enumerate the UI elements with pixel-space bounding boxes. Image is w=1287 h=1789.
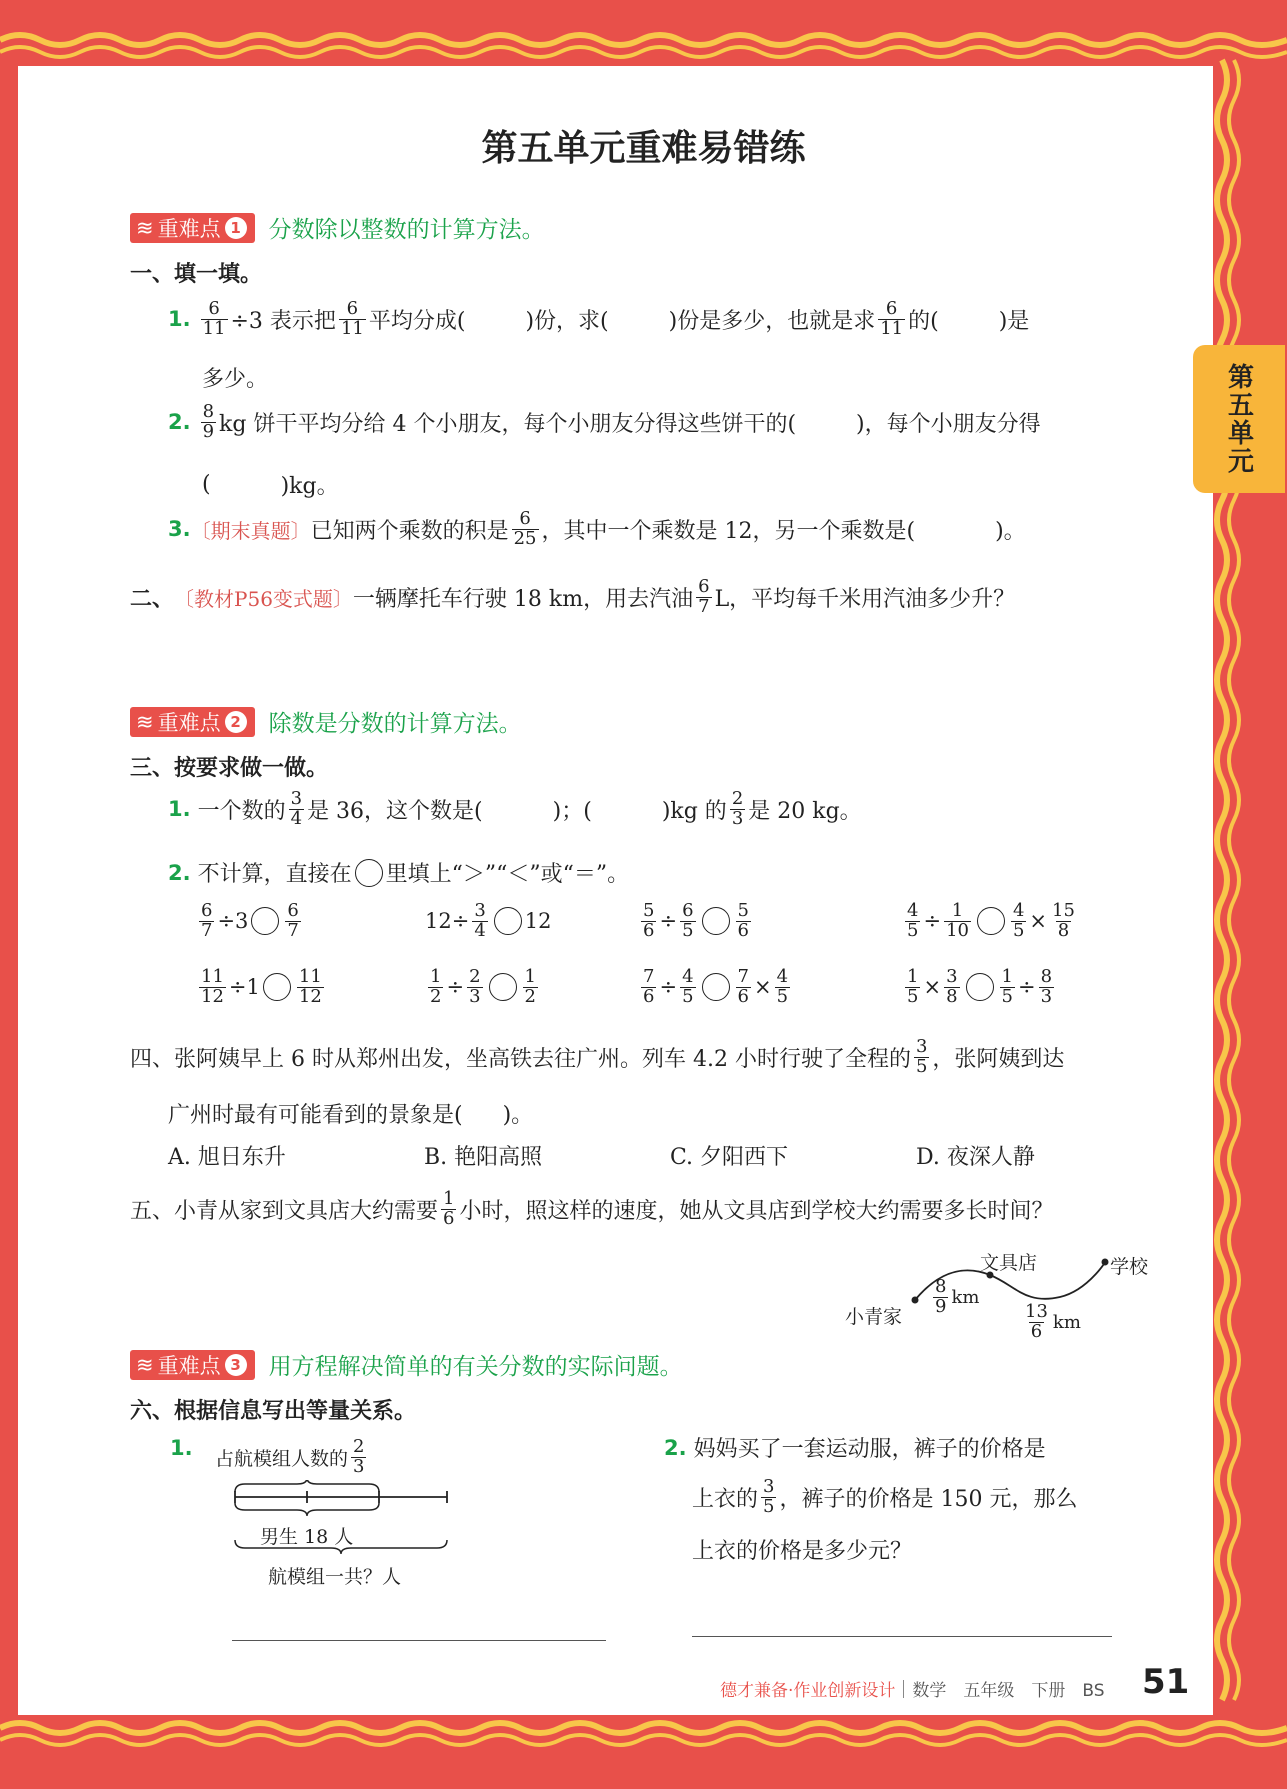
compare-2: 12÷ $\frac{3}{4}$ 12 [425, 900, 552, 941]
key-point-3 [130, 1348, 683, 1381]
key-point-badge: ≋ 重难点 2 [130, 707, 255, 737]
waves-icon: ≋ [136, 215, 154, 240]
key-point-text: 用方程解决简单的有关分数的实际问题。 [268, 1354, 683, 1380]
top-brace [235, 1480, 379, 1492]
unit-side-tab[interactable]: 第五单元 [1193, 345, 1285, 493]
s1-q1-line1: 1. $\frac{6}{11}$ ÷3 表示把 $\frac{6}{11}$ 平均分成( )份，求( )份是多少，也就是求 $\frac{6}{11}$ 的( )是 [168, 298, 1030, 339]
option-c[interactable]: C. 夕阳西下 [670, 1145, 789, 1170]
key-point-2 [130, 705, 522, 738]
option-b[interactable]: B. 艳阳高照 [424, 1145, 543, 1170]
footer-brand: 德才兼备·作业创新设计 [720, 1681, 896, 1701]
section-6-heading: 六、根据信息写出等量关系。 [130, 1399, 417, 1424]
home-point [912, 1297, 919, 1304]
compare-circle[interactable] [702, 907, 730, 935]
map-home-label: 小青家 [845, 1306, 903, 1328]
compare-8: $\frac{1}{5}$ × $\frac{3}{8}$ $\frac{1}{5}$ ÷ $\frac{8}{3}$ [907, 966, 1053, 1007]
footer [720, 1676, 1105, 1701]
s6-q2-line1: 2. 妈妈买了一套运动服，裤子的价格是 [664, 1435, 1046, 1462]
option-d[interactable]: D. 夜深人静 [916, 1145, 1035, 1170]
s6-q1-bottom-label: 航模组一共？人 [268, 1566, 402, 1588]
map-school-label: 学校 [1110, 1256, 1149, 1278]
compare-circle[interactable] [251, 907, 279, 935]
map-shop-label: 文具店 [980, 1252, 1038, 1274]
answer-line-1[interactable] [232, 1640, 606, 1641]
compare-6: $\frac{1}{2}$ ÷ $\frac{2}{3}$ $\frac{1}{2}$ [430, 966, 536, 1007]
s1-q2-line1: 2. $\frac{8}{9}$ kg 饼干平均分给 4 个小朋友，每个小朋友分得这些饼干的( )，每个小朋友分得 [168, 401, 1041, 442]
s6-q2-line2: 上衣的 $\frac{3}{5}$ ，裤子的价格是 150 元，那么 [692, 1476, 1078, 1517]
page-number: 51 [1142, 1662, 1190, 1702]
middle-brace [235, 1503, 379, 1516]
compare-circle[interactable] [263, 973, 291, 1001]
map-distance-2: $\frac{13}{6}$ km [1025, 1301, 1081, 1342]
compare-4: $\frac{4}{5}$ ÷ $\frac{1}{10}$ $\frac{4}{5}$ × $\frac{15}{8}$ [907, 900, 1075, 941]
s6-q2-line3: 上衣的价格是多少元？ [692, 1539, 913, 1564]
s1-q3: 3. 〔期末真题〕 已知两个乘数的积是 $\frac{6}{25}$ ，其中一个乘数是 12，另一个乘数是( )。 [168, 508, 1026, 549]
key-point-text: 分数除以整数的计算方法。 [268, 217, 545, 243]
section-1-heading: 一、填一填。 [130, 262, 263, 287]
s1-q1-line2: 多少。 [202, 367, 269, 392]
compare-circle[interactable] [702, 973, 730, 1001]
section-2: 二、 〔教材P56变式题〕 一辆摩托车行驶 18 km，用去汽油 $\frac{6}{7}$ L，平均每千米用汽油多少升？ [130, 576, 1016, 617]
section-3-heading: 三、按要求做一做。 [130, 756, 329, 781]
section-5: 五、小青从家到文具店大约需要 $\frac{1}{6}$ 小时，照这样的速度，她从文具店到学校大约需要多长时间？ [130, 1188, 1054, 1229]
key-point-1 [130, 211, 545, 244]
map-distance-1: $\frac{8}{9}$ km [935, 1276, 980, 1317]
compare-3: $\frac{5}{6}$ ÷ $\frac{6}{5}$ $\frac{5}{6}$ [643, 900, 749, 941]
waves-icon: ≋ [136, 1352, 154, 1377]
section-4-line2: 广州时最有可能看到的景象是( )。 [168, 1103, 534, 1128]
compare-circle[interactable] [977, 907, 1005, 935]
compare-7: $\frac{7}{6}$ ÷ $\frac{4}{5}$ $\frac{7}{6}$ × $\frac{4}{5}$ [643, 966, 789, 1007]
section-4-options [168, 1140, 1168, 1171]
compare-circle[interactable] [489, 973, 517, 1001]
section-4-line1: 四、张阿姨早上 6 时从郑州出发，坐高铁去往广州。列车 4.2 小时行驶了全程的 $\frac{3}{5}$ ，张阿姨到达 [130, 1036, 1065, 1077]
key-point-text: 除数是分数的计算方法。 [268, 711, 522, 737]
compare-circle [355, 859, 383, 887]
s6-q1-number: 1. [170, 1436, 193, 1460]
option-a[interactable]: A. 旭日东升 [168, 1145, 286, 1170]
s3-q2: 2. 不计算，直接在 里填上“＞”“＜”或“＝”。 [168, 860, 630, 887]
school-point [1102, 1259, 1109, 1266]
compare-circle[interactable] [494, 907, 522, 935]
s6-q1-top-label: 占航模组人数的 $\frac{2}{3}$ [215, 1436, 365, 1477]
compare-circle[interactable] [966, 973, 994, 1001]
waves-icon: ≋ [136, 709, 154, 734]
s6-q1-mid-label: 男生 18 人 [260, 1526, 354, 1548]
key-point-badge: ≋ 重难点 3 [130, 1350, 255, 1380]
s3-q1: 1. 一个数的 $\frac{3}{4}$ 是 36，这个数是( )；( )kg 的 $\frac{2}{3}$ 是 20 kg。 [168, 788, 862, 829]
page-title: 第五单元重难易错练 [481, 128, 806, 169]
s1-q2-line2: ( )kg。 [202, 472, 339, 499]
compare-1: $\frac{6}{7}$ ÷3 $\frac{6}{7}$ [201, 900, 299, 941]
answer-line-2[interactable] [692, 1636, 1112, 1637]
footer-meta: 数学 五年级 下册 BS [912, 1681, 1105, 1701]
key-point-badge: ≋ 重难点 1 [130, 213, 255, 243]
compare-5: $\frac{11}{12}$ ÷1 $\frac{11}{12}$ [201, 966, 322, 1007]
